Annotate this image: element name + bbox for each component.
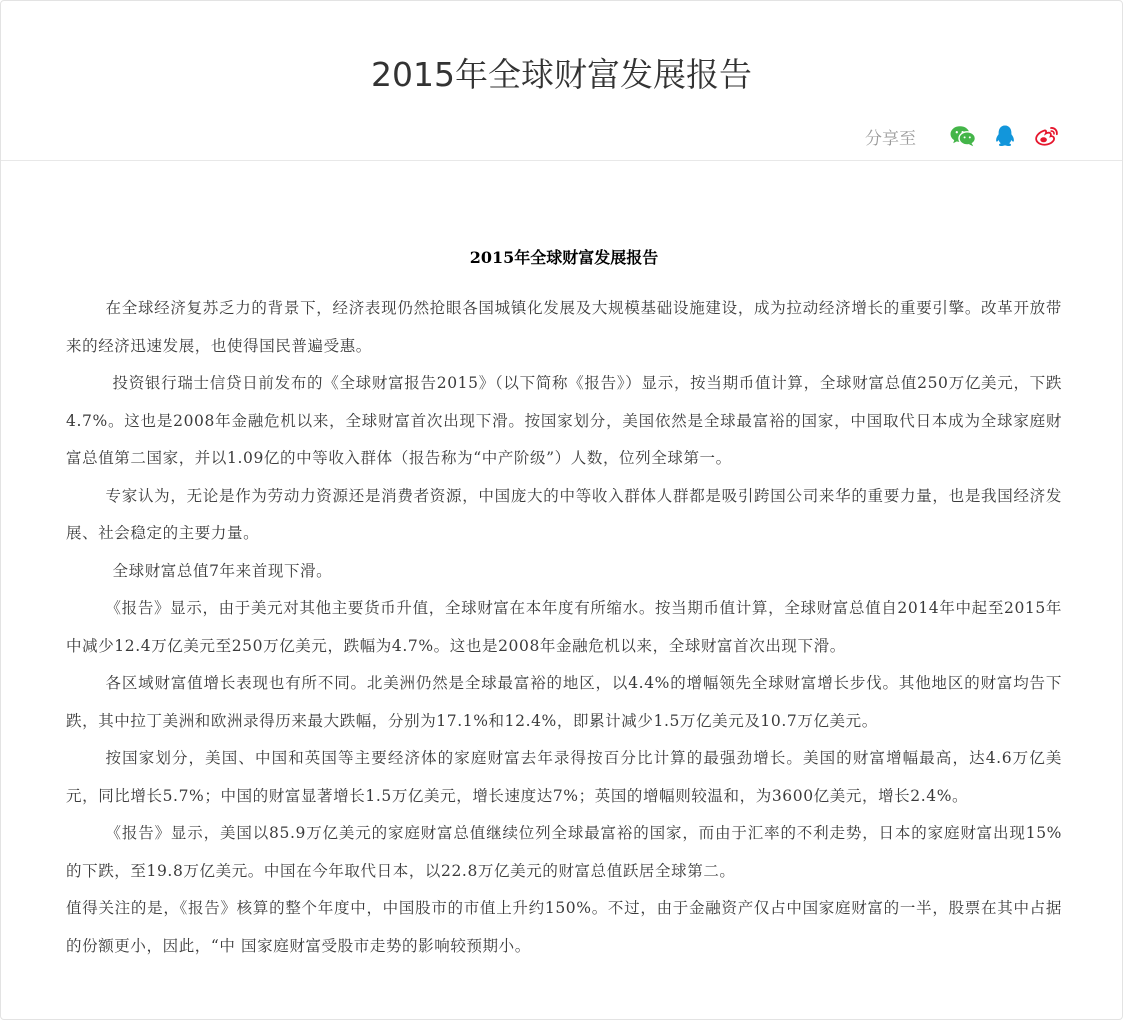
paragraph: 各区域财富值增长表现也有所不同。北美洲仍然是全球最富裕的地区，以4.4%的增幅领先全球财富增长步伐。其他地区的财富均告下跌，其中拉丁美洲和欧洲录得历来最大跌幅，分别为17.1%和12.4%，即累计减少1.5万亿美元及10.7万亿美元。 — [66, 674, 1062, 730]
paragraph: 值得关注的是，《报告》核算的整个年度中，中国股市的市值上升约150%。不过，由于金融资产仅占中国家庭财富的一半，股票在其中占据的份额更小，因此，“中 国家庭财富受股市走势的影响较预期小。 — [66, 899, 1062, 955]
paragraph: 全球财富总值7年来首现下滑。 — [112, 561, 333, 580]
paragraph: 在全球经济复苏乏力的背景下，经济表现仍然抢眼各国城镇化发展及大规模基础设施建设，成为拉动经济增长的重要引擎。改革开放带来的经济迅速发展，也使得国民普遍受惠。 — [66, 299, 1062, 355]
paragraph: 《报告》显示，由于美元对其他主要货币升值，全球财富在本年度有所缩水。按当期币值计算，全球财富总值自2014年中起至2015年中减少12.4万亿美元至250万亿美元，跌幅为4.7%。这也是2008年金融危机以来，全球财富首次出现下滑。 — [66, 599, 1062, 655]
paragraph: 专家认为，无论是作为劳动力资源还是消费者资源，中国庞大的中等收入群体人群都是吸引跨国公司来华的重要力量，也是我国经济发展、社会稳定的主要力量。 — [66, 486, 1062, 542]
paragraph: 《报告》显示，美国以85.9万亿美元的家庭财富总值继续位列全球最富裕的国家，而由于汇率的不利走势，日本的家庭财富出现15%的下跌，至19.8万亿美元。中国在今年取代日本，以22.8万亿美元的财富总值跃居全球第二。 — [66, 824, 1062, 880]
share-label: 分享至 — [865, 128, 916, 149]
article-title: 2015年全球财富发展报告 — [469, 248, 659, 267]
paragraph: 投资银行瑞士信贷日前发布的《全球财富报告2015》（以下简称《报告》）显示，按当期币值计算，全球财富总值250万亿美元，下跌4.7%。这也是2008年金融危机以来，全球财富首次出现下滑。按国家划分，美国依然是全球最富裕的国家，中国取代日本成为全球家庭财富总值第二国家，并以1.09亿的中等收入群体（报告称为“中产阶级”）人数，位列全球第一。 — [66, 374, 1062, 467]
qq-icon[interactable] — [994, 124, 1016, 148]
article-body — [66, 161, 1062, 965]
wechat-icon[interactable] — [950, 125, 976, 147]
paragraph: 按国家划分，美国、中国和英国等主要经济体的家庭财富去年录得按百分比计算的最强劲增长。美国的财富增幅最高，达4.6万亿美元，同比增长5.7%；中国的财富显著增长1.5万亿美元，增长速度达7%；英国的增幅则较温和，为3600亿美元，增长2.4%。 — [66, 749, 1062, 805]
weibo-icon[interactable] — [1034, 125, 1060, 147]
page-header — [1, 1, 1122, 161]
page-title: 2015年全球财富发展报告 — [371, 55, 752, 94]
share-bar — [865, 121, 1060, 151]
